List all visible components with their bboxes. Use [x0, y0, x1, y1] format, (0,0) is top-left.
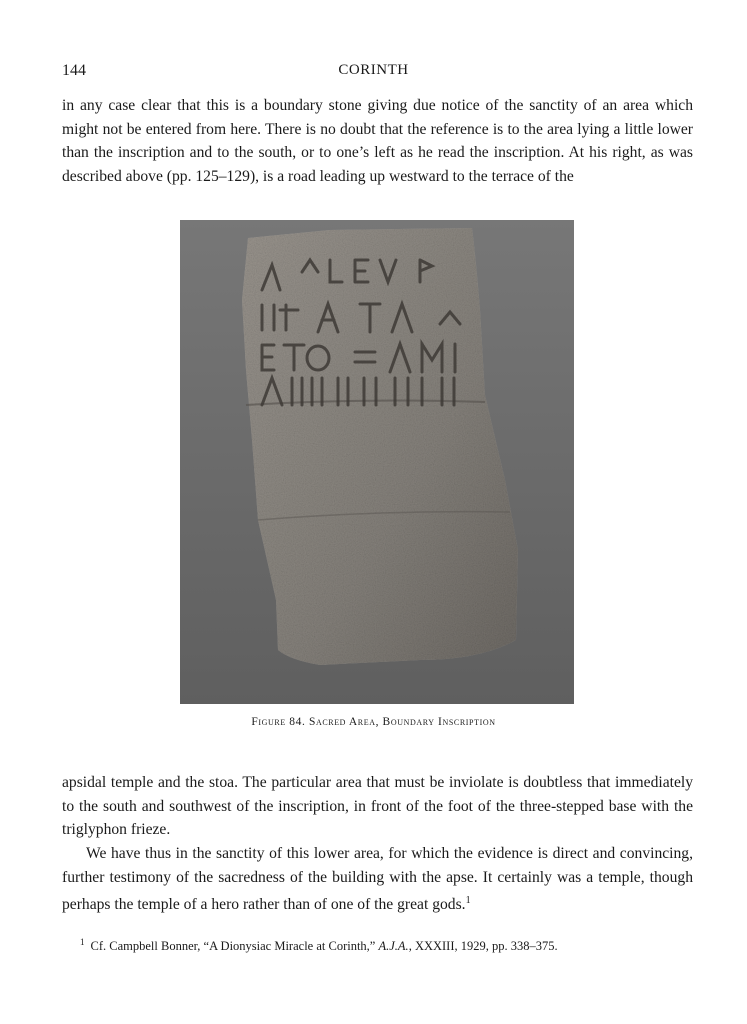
- boundary-stone-image: [180, 220, 574, 704]
- figure-photo: [180, 220, 574, 704]
- footnote-journal: A.J.A.: [378, 939, 409, 954]
- page-number: 144: [62, 62, 86, 79]
- footnote-text-after: , XXXIII, 1929, pp. 338–375.: [408, 939, 558, 954]
- paragraph-3-text: We have thus in the sanctity of this lower area, for which the evidence is direct and convincing, further testimony of the sacredness of the building with the apse. It certainly was a temple, though perhaps the temple of a hero rather than of one of the great gods.: [62, 845, 693, 914]
- footnote-reference[interactable]: 1: [465, 895, 471, 906]
- paragraph-1: in any case clear that this is a boundary stone giving due notice of the sanctity of an area which might not be entered from here. There is no doubt that the reference is to the area lying a little lower than the inscription and to the south, or to one’s left as he read the inscription. At his right, as was described above (pp. 125–129), is a road leading up westward to the terrace of the: [62, 97, 693, 185]
- figure-caption: Figure 84. Sacred Area, Boundary Inscription: [251, 716, 496, 728]
- footnote-mark: 1: [80, 937, 85, 947]
- footnote: [80, 937, 685, 954]
- footnote-text-before: Cf. Campbell Bonner, “A Dionysiac Miracle at Corinth,”: [90, 939, 379, 954]
- stone-shape: [242, 228, 518, 665]
- paragraph-2: apsidal temple and the stoa. The particular area that must be inviolate is doubtless that immediately to the south and southwest of the inscription, in front of the foot of the three-stepped base with the triglyphon frieze.: [62, 774, 693, 838]
- page-header: [62, 62, 685, 84]
- paragraph-3: [62, 842, 693, 917]
- running-title: CORINTH: [338, 62, 409, 78]
